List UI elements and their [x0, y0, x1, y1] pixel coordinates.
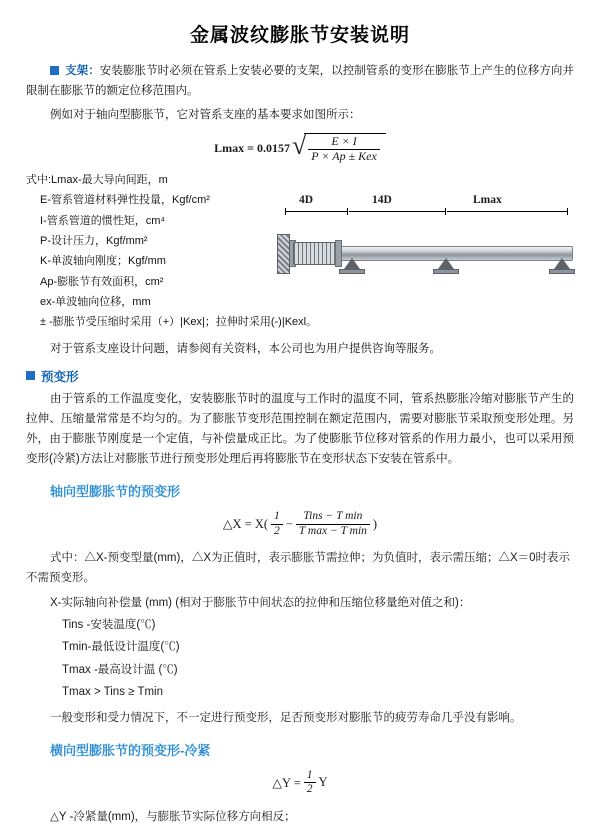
support-example-para: 例如对于轴向型膨胀节，它对管系支座的基本要求如图所示：	[50, 109, 361, 122]
list-item: Ap-膨胀节有效面积，cm²	[40, 275, 164, 288]
lmax-denominator: P × Ap ± Kex	[308, 149, 380, 164]
axial-predeform-heading: 轴向型膨胀节的预变形	[50, 484, 181, 500]
list-item: P-设计压力，Kgf/mm²	[40, 235, 148, 247]
dimension-tick	[285, 208, 286, 215]
list-item: Tmax -最高设计温 (℃)	[62, 663, 178, 676]
axial-formula-lhs: △X = X(	[222, 517, 269, 532]
axial-formula-rhs: )	[372, 516, 378, 531]
dimension-tick	[445, 208, 446, 215]
anchor-support-icon	[277, 234, 290, 274]
pipe-support-diagram	[277, 194, 577, 304]
dimension-tick	[347, 208, 348, 215]
guide-support-icon	[433, 258, 459, 274]
lateral-predeform-heading: 横向型膨胀节的预变形-冷紧	[50, 743, 211, 759]
axial-closing-note: 一般变形和受力情况下，不一定进行预变形，足否预变形对膨胀节的疲劳寿命几乎没有影响。	[50, 711, 522, 724]
lateral-formula-frac	[304, 769, 316, 796]
blue-square-bullet-icon	[50, 66, 59, 75]
bellows-expansion-joint-icon	[293, 242, 339, 265]
dimension-label-lmax: Lmax	[473, 193, 502, 206]
lateral-frac-den: 2	[304, 782, 316, 796]
dimension-tick	[567, 208, 568, 215]
axial-frac2-den: T max − T min	[296, 524, 370, 538]
axial-formula-frac1	[271, 510, 283, 537]
lateral-formula-rhs: Y	[318, 775, 328, 790]
support-heading-text: 安装膨胀节时必须在管系上安装必要的支架，以控制管系的变形在膨胀节上产生的位移方向并限制在膨胀节的额定位移范围内。	[26, 65, 575, 98]
lmax-numerator: E × I	[331, 134, 357, 149]
list-item: I-管系管道的惯性矩，cm⁴	[40, 214, 166, 227]
lateral-note: △Y -冷紧量(mm)，与膨胀节实际位移方向相反；	[50, 810, 296, 823]
lmax-formula	[26, 133, 574, 164]
support-section-intro	[26, 61, 574, 101]
support-heading: 支架：	[65, 65, 100, 77]
dimension-line-4d	[285, 211, 347, 212]
axial-frac1-den: 2	[271, 524, 283, 538]
pipe-assembly	[277, 220, 577, 300]
sqrt-sign-icon: √	[291, 131, 307, 161]
sqrt-group	[292, 133, 386, 164]
axial-formula-frac2	[296, 510, 370, 537]
list-item: Tins -安装温度(℃)	[62, 618, 156, 631]
pipe-diagram-container	[277, 170, 577, 304]
axial-formula-minus: −	[285, 516, 293, 531]
list-item: Tmax > Tins ≥ Tmin	[62, 686, 163, 699]
guide-support-icon	[339, 258, 365, 274]
list-item: K-单波轴向刚度；Kgf/mm	[40, 255, 166, 268]
axial-frac2-num: Tins − T min	[303, 510, 363, 523]
list-item: Tmin-最低设计温度(℃)	[62, 641, 180, 654]
page-title: 金属波纹膨胀节安装说明	[189, 25, 410, 46]
predeform-heading-label: 预变形	[41, 369, 79, 384]
dimension-label-4d: 4D	[299, 193, 314, 206]
list-item: ex-单波轴向位移，mm	[40, 296, 151, 309]
lateral-formula-lhs: △Y =	[272, 775, 301, 790]
predeform-section-heading	[26, 367, 574, 385]
dimension-line-lmax	[447, 211, 567, 212]
guide-support-icon	[549, 258, 575, 274]
list-item: 式中:Lmax-最大导向间距，m	[26, 173, 168, 186]
predeform-para1: 由于管系的工作温度变化，安装膨胀节时的温度与工作时的温度不同，管系热膨胀冷缩对膨胀节产生的拉伸、压缩量常常是不均匀的。为了膨胀节变形范围控制在额定范围内，需要对膨胀节采取预变形处理。另外，由于膨胀节刚度是一个定值，与补偿量成正比。为了使膨胀节位移对管系的作用力最小，也可以采用预变形(冷紧)方法让对膨胀节进行预变形处理后再将膨胀节在变形状态下安装在管系中。	[26, 392, 574, 466]
legend-and-diagram	[26, 170, 574, 333]
axial-frac1-num: 1	[274, 510, 280, 523]
lmax-formula-lhs: Lmax = 0.0157	[214, 141, 290, 156]
axial-note-2: X-实际轴向补偿量 (mm) (相对于膨胀节中间状态的拉伸和压缩位移量绝对值之和)：	[50, 597, 471, 610]
lateral-frac-num: 1	[306, 769, 313, 782]
lateral-predeform-formula	[26, 769, 574, 796]
dimension-label-14d: 14D	[372, 193, 392, 206]
support-closing-para: 对于管系支座设计问题，请参阅有关资料，本公司也为用户提供咨询等服务。	[50, 342, 441, 355]
axial-note-1: 式中：△X-预变型量(mm)，△X为正值时，表示膨胀节需拉伸；为负值时，表示需压缩；△X＝0时表示不需预变形。	[26, 551, 571, 585]
blue-square-bullet-icon	[26, 371, 35, 380]
dimension-row	[277, 194, 577, 216]
list-item: ± -膨胀节受压缩时采用（+）|Kex|；拉伸时采用(-)|Kexl。	[40, 316, 318, 329]
list-item: E-管系管道材料弹性投量，Kgf/cm²	[40, 194, 210, 207]
axial-predeform-formula	[26, 510, 574, 537]
dimension-line-14d	[349, 211, 445, 212]
